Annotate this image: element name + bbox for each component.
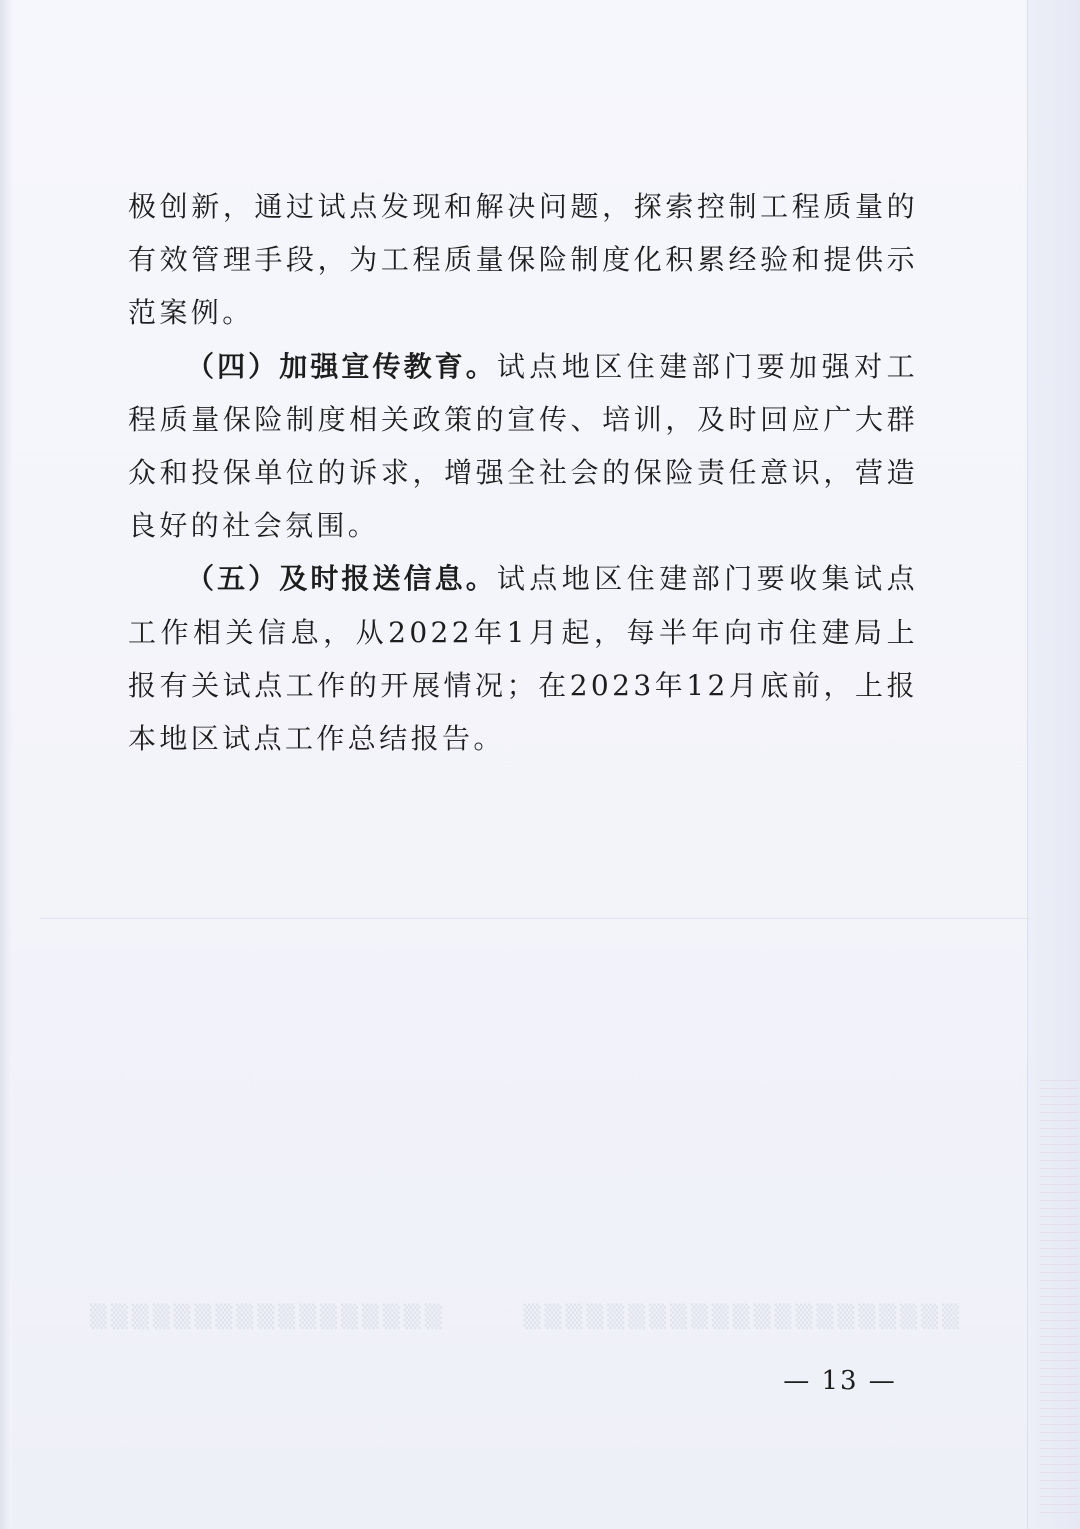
page-right-edge [1027, 0, 1080, 1529]
bleed-through-lines [1040, 1080, 1078, 1520]
bleed-through-ghost-text: ▒▒▒▒▒▒▒▒▒▒▒▒▒▒▒▒▒ ▒▒▒▒▒▒▒▒▒▒▒▒▒▒▒▒▒▒▒▒▒ [90, 1305, 963, 1330]
document-body [128, 180, 918, 765]
section-4-heading: （四）加强宣传教育。 [186, 349, 497, 383]
page-number: — 13 — [783, 1366, 897, 1396]
section-5-heading: （五）及时报送信息。 [186, 562, 497, 596]
page-left-edge [0, 0, 12, 1529]
paragraph-continuation: 极创新，通过试点发现和解决问题，探索控制工程质量的有效管理手段，为工程质量保险制度化积累经验和提供示范案例。 [128, 190, 918, 330]
section-4-paragraph [128, 340, 918, 553]
page-fold-line [40, 918, 1030, 919]
section-5-body: 试点地区住建部门要收集试点工作相关信息，从2022年1月起，每半年向市住建局上报有关试点工作的开展情况；在2023年12月底前，上报本地区试点工作总结报告。 [128, 562, 918, 756]
section-4-body: 试点地区住建部门要加强对工程质量保险制度相关政策的宣传、培训，及时回应广大群众和投保单位的诉求，增强全社会的保险责任意识，营造良好的社会氛围。 [128, 349, 918, 543]
section-5-paragraph [128, 552, 918, 765]
